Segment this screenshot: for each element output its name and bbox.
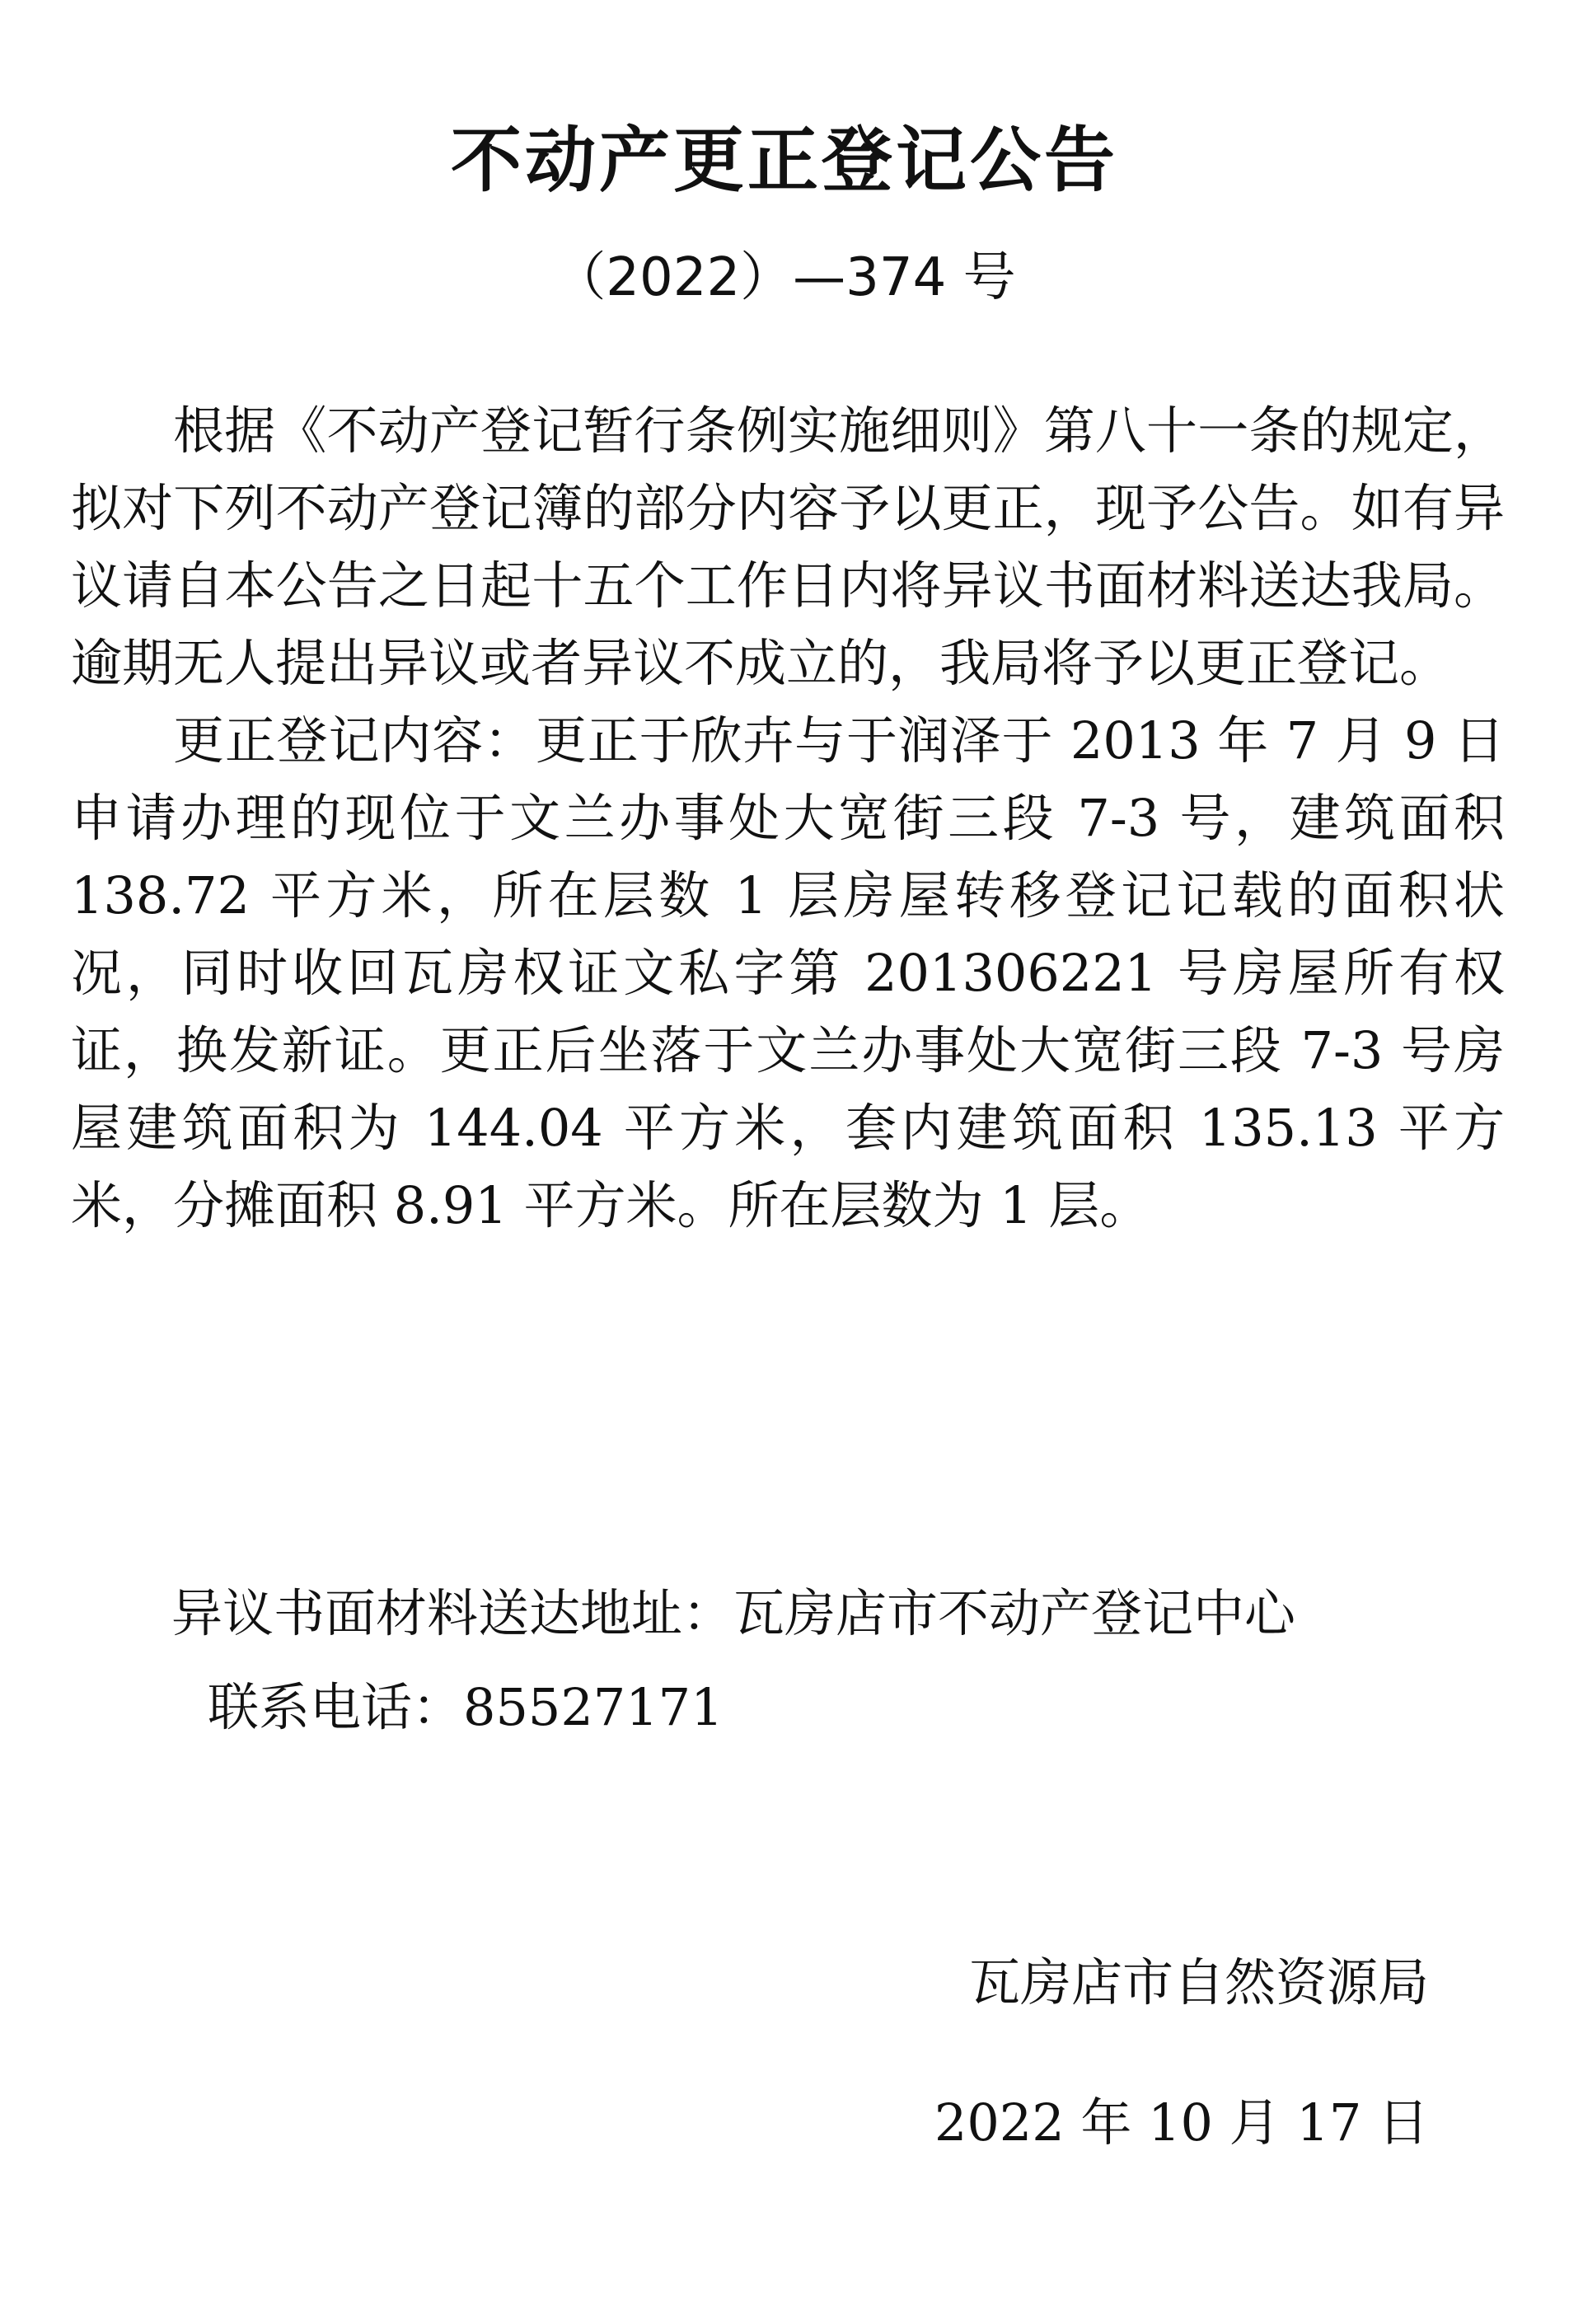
objection-address: 异议书面材料送达地址：瓦房店市不动产登记中心	[171, 1583, 1296, 1643]
notice-paragraph-correction: 更正登记内容：更正于欣卉与于润泽于 2013 年 7 月 9 日申请办理的现位于文兰办事处大宽街三段 7-3 号，建筑面积 138.72 平方米，所在层数 1 层房屋转移登记记载的面积状况，同时收回瓦房权证文私字第 201306221 号房屋所有权证，换发新证。更正后坐落于文兰办事处大宽街三段 7-3 号房屋建筑面积为 144.04 平方米，套内建筑面积 135.13 平方米，分摊面积 8.91 平方米。所在层数为 1 层。	[71, 710, 1505, 1235]
contact-phone: 联系电话：85527171	[208, 1677, 724, 1737]
notice-title: 不动产更正登记公告	[451, 119, 1118, 202]
notice-number: （2022）—374 号	[553, 247, 1016, 308]
issue-date: 2022 年 10 月 17 日	[934, 2092, 1429, 2153]
issuing-authority: 瓦房店市自然资源局	[968, 1952, 1429, 2012]
notice-body	[71, 392, 1505, 1244]
notice-paragraph-intro: 根据《不动产登记暂行条例实施细则》第八十一条的规定，拟对下列不动产登记簿的部分内容予以更正，现予公告。如有异议请自本公告之日起十五个工作日内将异议书面材料送达我局。逾期无人提出异议或者异议不成立的，我局将予以更正登记。	[71, 401, 1505, 693]
